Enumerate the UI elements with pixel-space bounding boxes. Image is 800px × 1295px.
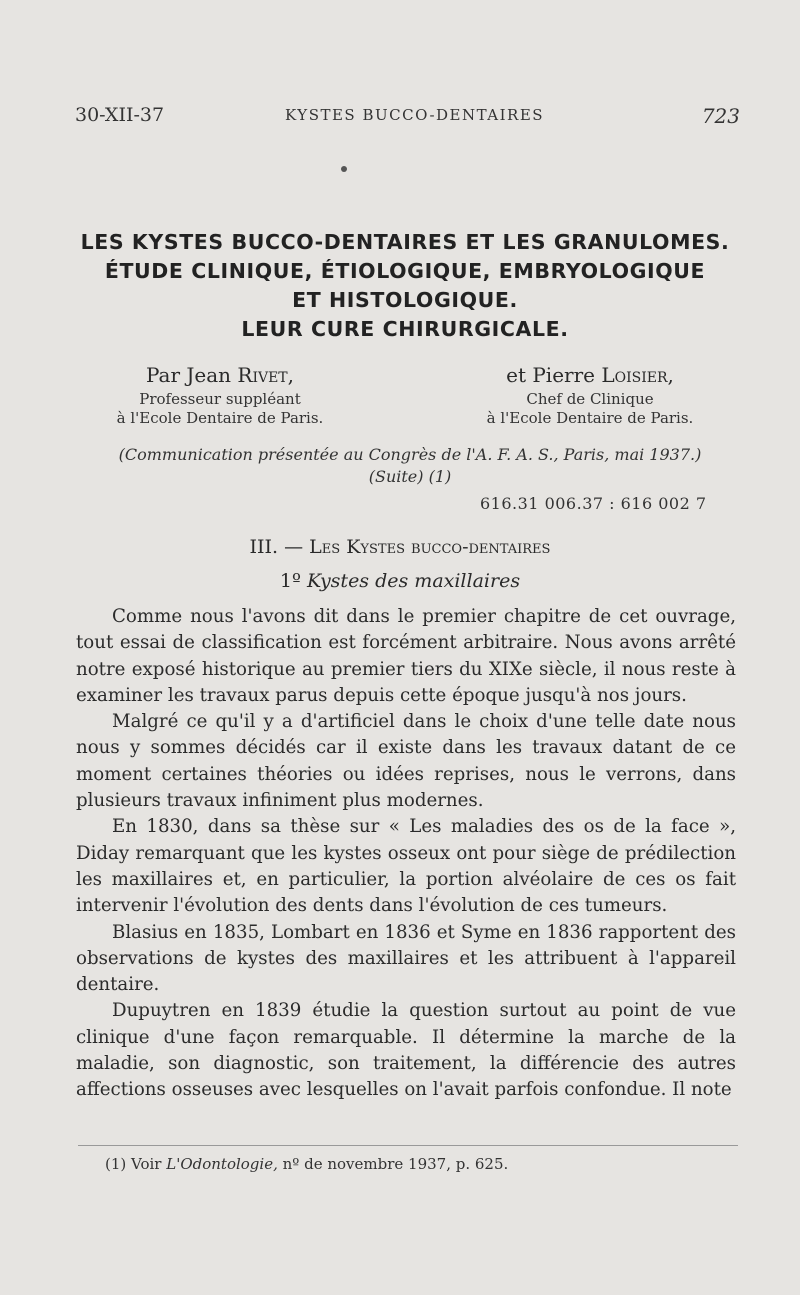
paragraph: En 1830, dans sa thèse sur « Les maladies des os de la face », Diday remarquant que les kystes osseux ont pour siège de prédilection les maxillaires et, en particulier, la portion alvéolaire de ces os fait intervenir l'évolution des dents dans l'évolution de ces tumeurs.: [76, 816, 736, 917]
subsection-title-text: Kystes des maxillaires: [306, 570, 521, 592]
author-loisier: [445, 360, 735, 428]
title-line: LEUR CURE CHIRURGICALE.: [241, 317, 569, 341]
section-numeral: III. —: [249, 536, 310, 558]
author-rivet: [75, 360, 365, 428]
paragraph: Blasius en 1835, Lombart en 1836 et Syme en 1836 rapportent des observations de kystes des maxillaires et les attribuent à l'appareil dentaire.: [76, 921, 736, 996]
page-number: 723: [701, 104, 740, 128]
body-text: [76, 604, 736, 1104]
author-role: Professeur suppléant: [139, 390, 301, 408]
author-role: Chef de Clinique: [526, 390, 654, 408]
subsection-number: 1º: [279, 570, 307, 592]
section-title-text: Les Kystes bucco-dentaires: [309, 536, 551, 558]
paragraph: Malgré ce qu'il y a d'artificiel dans le choix d'une telle date nous nous y sommes décidés car il existe dans les travaux datant de ce moment certaines théories ou idées reprises, nous le verrons, dans plusieurs travaux infiniment plus modernes.: [76, 711, 736, 812]
communication-note: [95, 444, 725, 488]
title-line: LES KYSTES BUCCO-DENTAIRES ET LES GRANULOMES.: [80, 230, 730, 254]
footnote-marker: (1) Voir: [105, 1155, 167, 1173]
paragraph: Comme nous l'avons dit dans le premier chapitre de cet ouvrage, tout essai de classification est forcément arbitraire. Nous avons arrêté notre exposé historique au premier tiers du XIXe siècle, il nous reste à examiner les travaux parus depuis cette époque jusqu'à nos jours.: [76, 606, 736, 706]
classification-code: 616.31 006.37 : 616 002 7: [480, 494, 707, 513]
section-heading: [0, 536, 800, 558]
title-line: ET HISTOLOGIQUE.: [292, 288, 518, 312]
suite-line: (Suite) (1): [368, 467, 452, 486]
subsection-heading: [0, 570, 800, 592]
author-affiliation: à l'Ecole Dentaire de Paris.: [116, 409, 324, 427]
running-header: [75, 100, 740, 130]
author-name: [445, 360, 735, 390]
running-title: KYSTES BUCCO-DENTAIRES: [285, 106, 545, 124]
paragraph: Dupuytren en 1839 étudie la question surtout au point de vue clinique d'une façon remarquable. Il détermine la marche de la maladie, son diagnostic, son traitement, la différencie des autres affections osseuses avec lesquelles on l'avait parfois confondue. Il note: [76, 1000, 736, 1101]
author-name: [75, 360, 365, 390]
footnote-divider: [78, 1145, 738, 1146]
author-affiliation: à l'Ecole Dentaire de Paris.: [486, 409, 694, 427]
footnote-journal: L'Odontologie,: [166, 1155, 278, 1173]
communication-line: (Communication présentée au Congrès de l'A. F. A. S., Paris, mai 1937.): [118, 445, 702, 464]
author-surname: Rivet,: [237, 363, 295, 387]
footnote: [105, 1155, 508, 1173]
ornament-dot: [341, 166, 347, 172]
footnote-reference: nº de novembre 1937, p. 625.: [277, 1155, 509, 1173]
title-line: ÉTUDE CLINIQUE, ÉTIOLOGIQUE, EMBRYOLOGIQUE: [104, 259, 706, 283]
author-prefix: Par Jean: [145, 363, 238, 387]
issue-date: 30-XII-37: [75, 104, 165, 126]
author-surname: Loisier,: [601, 363, 674, 387]
authors: [70, 360, 740, 430]
author-prefix: et Pierre: [506, 363, 602, 387]
article-title: [60, 228, 750, 344]
